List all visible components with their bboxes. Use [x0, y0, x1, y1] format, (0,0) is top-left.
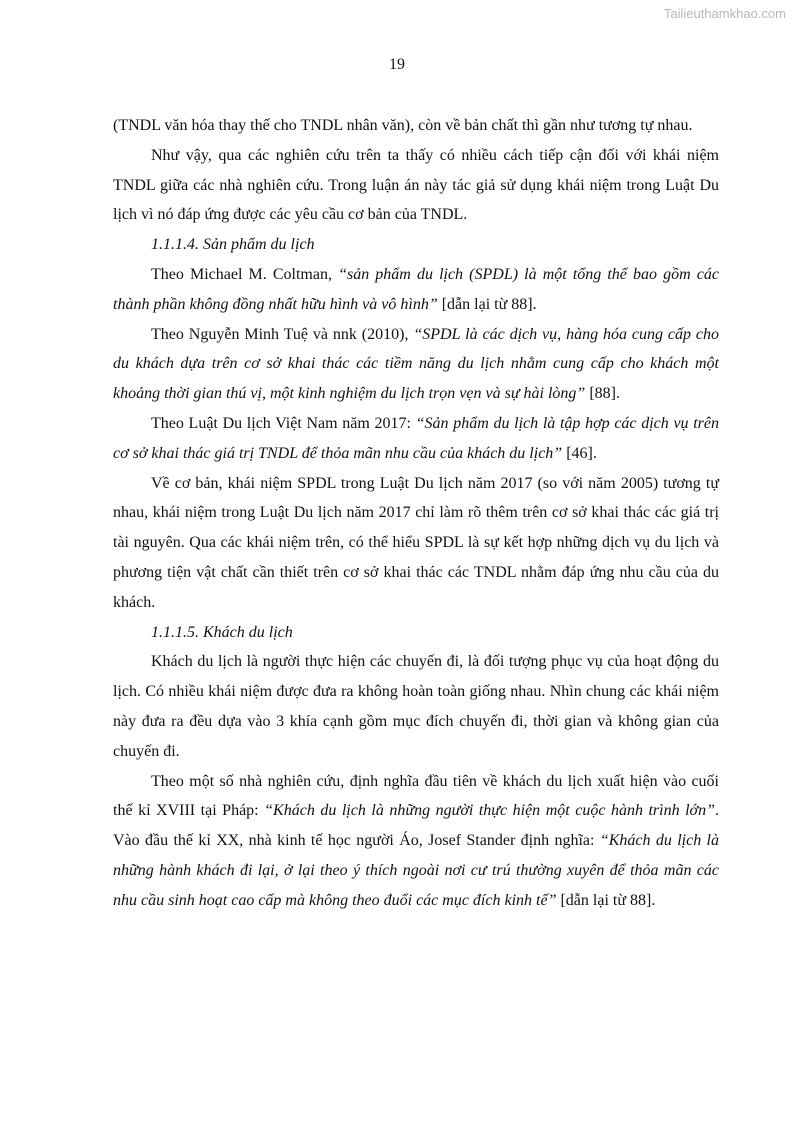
text-run: Theo Luật Du lịch Việt Nam năm 2017: — [151, 414, 416, 432]
quote: “sản phẩm du lịch (SPDL) là một tổng thể bao gồm các thành phần không đồng nhất hữu hình và vô hình” — [113, 265, 719, 313]
text-run: Theo Michael M. Coltman, — [151, 265, 339, 283]
page-number: 19 — [389, 56, 405, 73]
paragraph: Như vậy, qua các nghiên cứu trên ta thấy có nhiều cách tiếp cận đối với khái niệm TNDL giữa các nhà nghiên cứu. Trong luận án này tác giả sử dụng khái niệm trong Luật Du lịch vì nó đáp ứng được các yêu cầu cơ bản của TNDL. — [113, 146, 719, 224]
paragraph: Khách du lịch là người thực hiện các chuyến đi, là đối tượng phục vụ của hoạt động du lịch. Có nhiều khái niệm được đưa ra không hoàn toàn giống nhau. Nhìn chung các khái niệm này đưa ra đều dựa vào 3 khía cạnh gồm mục đích chuyến đi, thời gian và không gian của chuyến đi. — [113, 653, 719, 760]
paragraph: Về cơ bản, khái niệm SPDL trong Luật Du lịch năm 2017 (so với năm 2005) tương tự nhau, khái niệm trong Luật Du lịch năm 2017 chỉ làm rõ thêm trên cơ sở khai thác các giá trị tài nguyên. Qua các khái niệm trên, có thể hiểu SPDL là sự kết hợp những dịch vụ du lịch và phương tiện vật chất cần thiết trên cơ sở khai thác các TNDL nhằm đáp ứng nhu cầu của du khách. — [113, 474, 719, 611]
paragraph: (TNDL văn hóa thay thế cho TNDL nhân văn), còn về bản chất thì gần như tương tự nhau. — [113, 117, 693, 134]
section-heading-khach-du-lich: 1.1.1.5. Khách du lịch — [151, 623, 293, 641]
watermark: Tailieuthamkhao.com — [663, 6, 786, 21]
document-body — [113, 111, 719, 916]
paragraph — [113, 260, 719, 320]
quote: “SPDL là các dịch vụ, hàng hóa cung cấp cho du khách dựa trên cơ sở khai thác các tiềm năng du lịch nhằm cung cấp cho khách một khoảng thời gian thú vị, một kinh nghiệm du lịch trọn vẹn và sự hài lòng” — [113, 325, 720, 403]
section-heading-san-pham-du-lich: 1.1.1.4. Sản phẩm du lịch — [151, 236, 315, 254]
citation: [88]. — [585, 385, 620, 403]
text-run: . Vào đầu thế kỉ XX, nhà kinh tế học người Áo, Josef Stander định nghĩa: — [113, 802, 719, 850]
text-run: Theo Nguyễn Minh Tuệ và nnk (2010), — [151, 325, 414, 343]
citation: [46]. — [562, 444, 597, 462]
citation: [dẫn lại từ 88]. — [556, 891, 656, 909]
quote: “Khách du lịch là những người thực hiện một cuộc hành trình lớn” — [264, 802, 715, 820]
quote: “Sản phẩm du lịch là tập hợp các dịch vụ trên cơ sở khai thác giá trị TNDL để thỏa mãn nhu cầu của khách du lịch” — [113, 414, 720, 462]
quote: “Khách du lịch là những hành khách đi lại, ở lại theo ý thích ngoài nơi cư trú thường xuyên để thỏa mãn các nhu cầu sinh hoạt cao cấp mà không theo đuổi các mục đích kinh tế” — [113, 832, 720, 909]
paragraph — [113, 320, 719, 409]
paragraph — [113, 409, 719, 469]
paragraph — [113, 767, 719, 916]
text-run: Theo một số nhà nghiên cứu, định nghĩa đầu tiên về khách du lịch xuất hiện vào cuối thế kỉ XVIII tại Pháp: — [113, 772, 719, 820]
citation: [dẫn lại từ 88]. — [437, 295, 537, 313]
